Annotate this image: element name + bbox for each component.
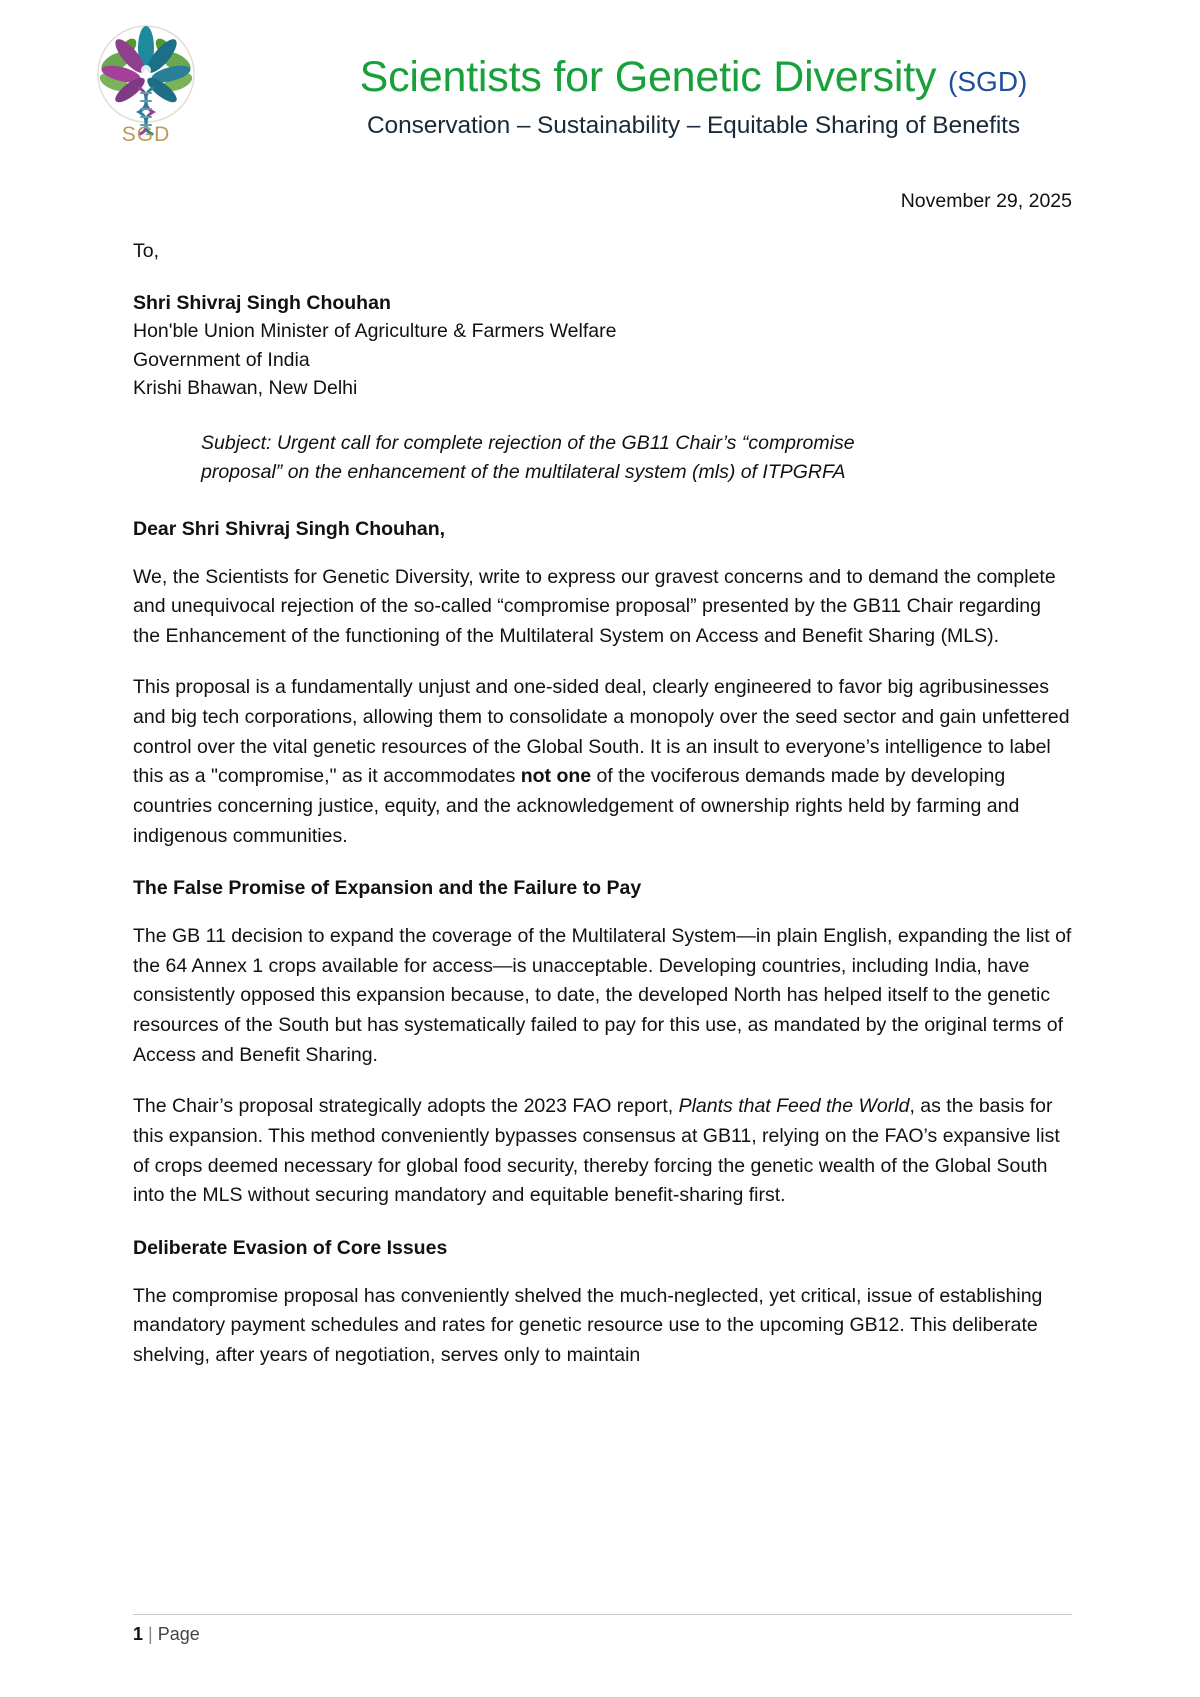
letter-body bbox=[133, 190, 1072, 1371]
paragraph-2 bbox=[133, 673, 1072, 851]
letter-salutation: Dear Shri Shivraj Singh Chouhan, bbox=[133, 517, 446, 540]
paragraph-1: We, the Scientists for Genetic Diversity, write to express our gravest concerns and to demand the complete and unequivocal rejection of the so-called “compromise proposal” presented by the GB11 Chair regarding the Enhancement of the functioning of the Multilateral System on Access and Benefit Sharing (MLS). bbox=[133, 565, 1056, 647]
sgd-logo bbox=[90, 22, 202, 144]
section-heading-2: Deliberate Evasion of Core Issues bbox=[133, 1236, 448, 1259]
recipient-block bbox=[133, 289, 1072, 402]
to-label: To, bbox=[133, 240, 160, 262]
organization-tagline: Conservation – Sustainability – Equitable Sharing of Benefits bbox=[366, 112, 1021, 140]
letterhead bbox=[0, 0, 1200, 160]
recipient-designation: Hon'ble Union Minister of Agriculture & Farmers Welfare bbox=[133, 320, 617, 343]
organization-title bbox=[215, 55, 1172, 100]
recipient-government: Government of India bbox=[133, 348, 310, 371]
sgd-logo-icon bbox=[90, 22, 202, 144]
report-title: Plants that Feed the World bbox=[678, 1095, 910, 1118]
section-heading-1: The False Promise of Expansion and the Failure to Pay bbox=[133, 877, 642, 900]
paragraph-5: The compromise proposal has conveniently shelved the much-neglected, yet critical, issue of establishing mandatory payment schedules and rates for genetic resource use to the upcoming GB12. This deliberate shelving, after years of negotiation, serves only to maintain bbox=[133, 1284, 1043, 1367]
letter-date: November 29, 2025 bbox=[900, 190, 1072, 212]
footer-page-label: Page bbox=[157, 1624, 200, 1644]
organization-title-text: Scientists for Genetic Diversity bbox=[359, 53, 937, 101]
footer-page-number: 1 bbox=[133, 1624, 144, 1644]
masthead bbox=[215, 55, 1172, 140]
organization-abbreviation: (SGD) bbox=[948, 66, 1028, 97]
paragraph-2-text-b: of the vociferous demands made by developing countries concerning justice, equity, and the acknowledgement of ownership rights held by farming and indigenous communities. bbox=[133, 765, 1020, 847]
paragraph-4-text-b: , as the basis for this expansion. This method conveniently bypasses consensus at GB11, relying on the FAO’s expansive list of crops deemed necessary for global food security, thereby forcing the genetic wealth of the Global South into the MLS without securing mandatory and equitable benefit-sharing first. bbox=[133, 1095, 1060, 1207]
footer-divider bbox=[133, 1614, 1072, 1615]
recipient-name: Shri Shivraj Singh Chouhan bbox=[133, 292, 391, 314]
paragraph-2-emphasis: not one bbox=[520, 765, 592, 788]
footer-page-indicator bbox=[133, 1624, 1072, 1645]
paragraph-3: The GB 11 decision to expand the coverage of the Multilateral System—in plain English, expanding the list of the 64 Annex 1 crops available for access—is unacceptable. Developing countries, including India, have consistently opposed this expansion because, to date, the developed North has helped itself to the genetic resources of the South but has systematically failed to pay for this use, as mandated by the original terms of Access and Benefit Sharing. bbox=[133, 925, 1072, 1066]
sgd-logo-label: SGD bbox=[121, 123, 171, 144]
recipient-address: Krishi Bhawan, New Delhi bbox=[133, 376, 358, 399]
paragraph-2-text-a: This proposal is a fundamentally unjust and one-sided deal, clearly engineered to favor big agribusinesses and big tech corporations, allowing them to consolidate a monopoly over the seed sector and gain unfettered control over the vital genetic resources of the Global South. It is an insult to everyone’s intelligence to label this as a "compromise," as it accommodates bbox=[133, 676, 1070, 788]
footer-separator: | bbox=[148, 1624, 153, 1644]
letter-subject: Subject: Urgent call for complete rejection of the GB11 Chair’s “compromise proposal” on the enhancement of the multilateral system (mls) of ITPGRFA bbox=[201, 432, 855, 484]
paragraph-4-text-a: The Chair’s proposal strategically adopts the 2023 FAO report, bbox=[133, 1095, 679, 1118]
paragraph-4 bbox=[133, 1092, 1072, 1211]
page-footer bbox=[133, 1614, 1072, 1645]
